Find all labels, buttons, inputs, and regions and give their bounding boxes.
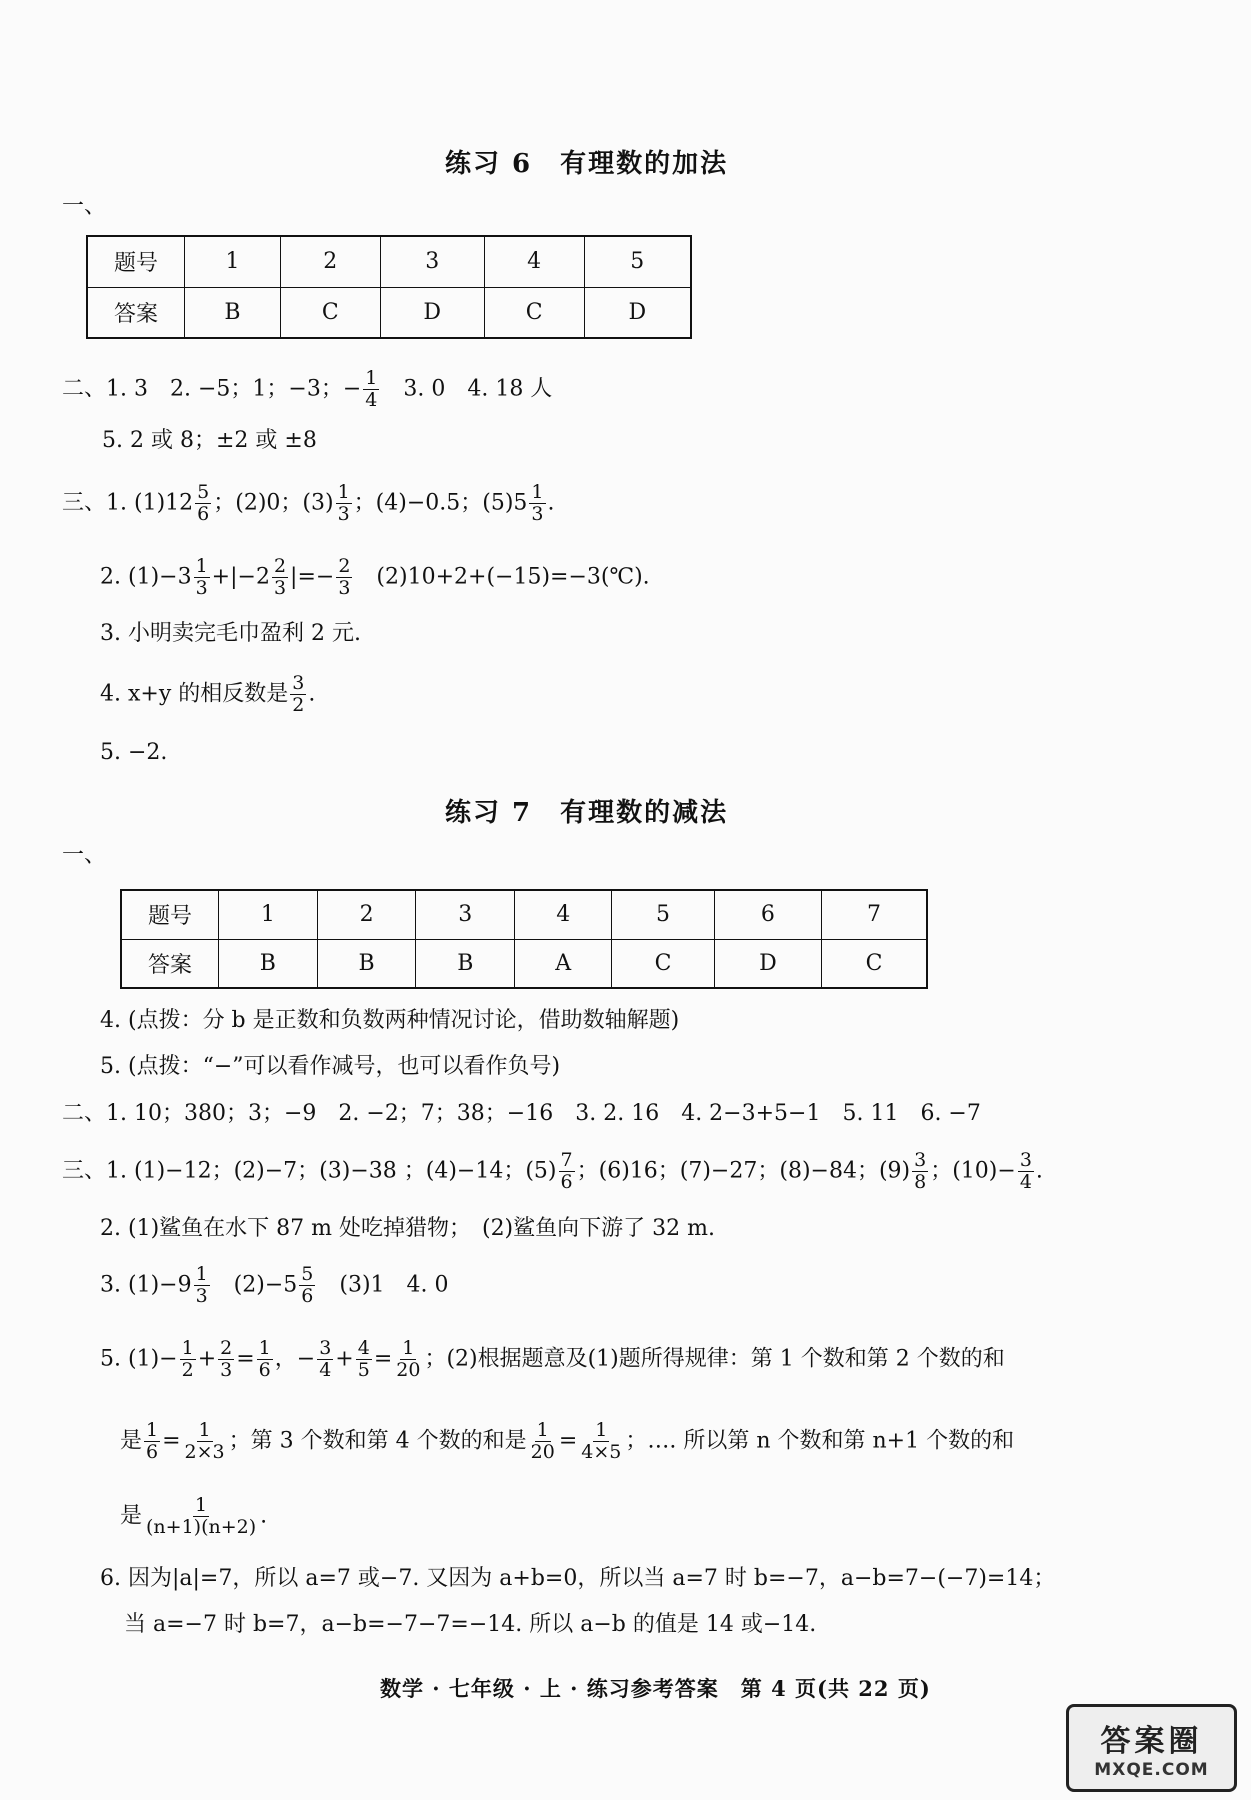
numerator: 3 [292, 672, 305, 694]
fraction [336, 556, 352, 599]
text-run: 三、1. (1)12 [62, 490, 194, 516]
ex6-row-label-answer: 答案 [87, 287, 185, 338]
numerator: 1 [258, 1337, 271, 1359]
ex7-cell: 7 [821, 890, 927, 939]
text-run: + [197, 1346, 217, 1372]
denominator: 6 [146, 1440, 159, 1463]
fraction [183, 1420, 227, 1463]
text-run: . [260, 1503, 268, 1529]
fraction [272, 556, 288, 599]
text-run: (3)1 4. 0 [317, 1272, 449, 1298]
ex7-part2: 二、1. 10；380；3；−9 2. −2；7；38；−16 3. 2. 16 4. 2−3+5−1 5. 11 6. −7 [62, 1101, 981, 1126]
fraction [257, 1338, 273, 1381]
ex7-row-label-number: 题号 [121, 890, 219, 939]
numerator: 1 [195, 1263, 208, 1285]
page-footer: 数学 · 七年级 · 上 · 练习参考答案 第 4 页(共 22 页) [380, 1676, 931, 1701]
text-run: (2)10+2+(−15)=−3(℃). [354, 564, 650, 590]
ex7-cell: B [416, 939, 515, 988]
denominator: 6 [560, 1170, 573, 1193]
fraction [144, 1420, 160, 1463]
numerator: 1 [531, 481, 544, 503]
numerator: 1 [365, 367, 378, 389]
ex7-note5: 5. (点拨：“−”可以看作减号，也可以看作负号) [100, 1054, 561, 1079]
numerator: 1 [198, 1419, 211, 1441]
denominator: 3 [531, 502, 544, 525]
text-run: 3. (1)−9 [100, 1272, 192, 1298]
ex7-row-label-answer: 答案 [121, 939, 219, 988]
text-run: 4. x+y 的相反数是 [100, 681, 289, 707]
fraction [529, 482, 545, 525]
ex7-cell: C [612, 939, 715, 988]
ex7-answer-table [120, 889, 928, 989]
denominator: 20 [530, 1440, 555, 1463]
ex7-cell: B [219, 939, 318, 988]
ex7-table-row-numbers [121, 890, 927, 939]
numerator: 1 [337, 481, 350, 503]
ex6-cell: B [185, 287, 281, 338]
fraction [218, 1338, 234, 1381]
fraction [194, 1264, 210, 1307]
watermark-logo [1066, 1704, 1237, 1792]
ex6-table-row-numbers [87, 236, 691, 287]
ex6-title: 练习 6 有理数的加法 [445, 149, 729, 179]
ex7-part3-q3 [100, 1264, 449, 1307]
ex7-part3-q5-line3 [120, 1495, 267, 1538]
fraction [356, 1338, 372, 1381]
ex6-cell: D [584, 287, 691, 338]
numerator: 5 [301, 1263, 314, 1285]
watermark-url: MXQE.COM [1094, 1760, 1209, 1780]
text-run: . [308, 681, 316, 707]
numerator: 3 [1019, 1149, 1032, 1171]
ex7-cell: 3 [416, 890, 515, 939]
fraction [180, 1338, 196, 1381]
text-run: . [547, 490, 555, 516]
ex6-answer-table [86, 235, 692, 339]
denominator: 4 [1019, 1170, 1032, 1193]
ex7-cell: 2 [317, 890, 416, 939]
ex6-part3-q4 [100, 673, 315, 716]
numerator: 2 [338, 555, 351, 577]
denominator: 6 [258, 1358, 271, 1381]
fraction [194, 556, 210, 599]
text-run: 是 [120, 1428, 143, 1454]
numerator: 1 [195, 555, 208, 577]
denominator: 4 [319, 1358, 332, 1381]
fraction [579, 1420, 623, 1463]
fraction [912, 1150, 928, 1193]
denominator: 8 [914, 1170, 927, 1193]
ex7-title: 练习 7 有理数的减法 [445, 798, 729, 828]
text-run: ；(2)根据题意及(1)题所得规律：第 1 个数和第 2 个数的和 [424, 1346, 1005, 1372]
fraction [363, 368, 379, 411]
text-run: 3. 0 4. 18 人 [381, 376, 553, 402]
ex6-cell: 3 [380, 236, 484, 287]
text-run: = [373, 1346, 393, 1372]
text-run: 5. (1)− [100, 1346, 178, 1372]
text-run: ；第 3 个数和第 4 个数的和是 [228, 1428, 527, 1454]
fraction [290, 673, 306, 716]
text-run: (2)−5 [211, 1272, 298, 1298]
text-run: |=− [290, 564, 335, 590]
text-run: ；(4)−0.5；(5)5 [353, 490, 528, 516]
ex6-part3-q2 [100, 556, 650, 599]
denominator: 5 [357, 1358, 370, 1381]
fraction [299, 1264, 315, 1307]
ex6-cell: 4 [484, 236, 584, 287]
numerator: 3 [319, 1337, 332, 1359]
ex6-part1-label: 一、 [62, 194, 107, 219]
text-run: ；(10)− [930, 1158, 1016, 1184]
ex6-cell: C [280, 287, 380, 338]
numerator: 1 [195, 1494, 208, 1516]
text-run: ；(6)16；(7)−27；(8)−84；(9) [576, 1158, 911, 1184]
ex7-part3-q1 [62, 1150, 1043, 1193]
numerator: 4 [357, 1337, 370, 1359]
watermark-text: 答案圈 [1100, 1724, 1203, 1759]
ex7-cell: B [317, 939, 416, 988]
numerator: 1 [595, 1419, 608, 1441]
denominator: 3 [195, 1284, 208, 1307]
text-run: = [236, 1346, 255, 1372]
ex7-part3-q6-line2: 当 a=−7 时 b=7，a−b=−7−7=−14. 所以 a−b 的值是 14 或−14. [124, 1612, 817, 1637]
numerator: 5 [197, 481, 210, 503]
ex7-note4: 4. (点拨：分 b 是正数和负数两种情况讨论，借助数轴解题) [100, 1008, 680, 1033]
fraction [559, 1150, 575, 1193]
denominator: 2 [292, 693, 305, 716]
numerator: 1 [536, 1419, 549, 1441]
ex7-cell: D [714, 939, 821, 988]
denominator: (n+1)(n+2) [146, 1515, 257, 1538]
fraction [336, 482, 352, 525]
denominator: 3 [195, 576, 208, 599]
fraction [1018, 1150, 1034, 1193]
text-run: +|−2 [211, 564, 270, 590]
text-run: + [335, 1346, 354, 1372]
numerator: 2 [220, 1337, 233, 1359]
ex7-part1-label: 一、 [62, 843, 107, 868]
ex7-cell: 1 [219, 890, 318, 939]
ex6-part2-line2: 5. 2 或 8；±2 或 ±8 [102, 428, 317, 453]
ex7-table-row-answers [121, 939, 927, 988]
text-run: 是 [120, 1503, 143, 1529]
denominator: 3 [338, 576, 351, 599]
text-run: ；(2)0；(3) [213, 490, 334, 516]
denominator: 3 [337, 502, 350, 525]
fraction [144, 1495, 258, 1538]
ex6-part3-q3: 3. 小明卖完毛巾盈利 2 元. [100, 621, 361, 646]
ex7-part3-q2: 2. (1)鲨鱼在水下 87 m 处吃掉猎物； (2)鲨鱼向下游了 32 m. [100, 1216, 715, 1241]
ex7-cell: 4 [515, 890, 612, 939]
denominator: 3 [220, 1358, 233, 1381]
numerator: 1 [146, 1419, 159, 1441]
fraction [529, 1420, 557, 1463]
fraction [394, 1338, 422, 1381]
denominator: 20 [396, 1358, 421, 1381]
ex7-part3-q5-line2 [120, 1420, 1014, 1463]
denominator: 6 [197, 502, 210, 525]
text-run: 三、1. (1)−12；(2)−7；(3)−38 ；(4)−14；(5) [62, 1158, 557, 1184]
ex6-cell: 5 [584, 236, 691, 287]
ex7-cell: C [821, 939, 927, 988]
ex6-cell: C [484, 287, 584, 338]
denominator: 6 [301, 1284, 314, 1307]
ex6-part3-q5: 5. −2. [100, 740, 168, 765]
numerator: 7 [560, 1149, 573, 1171]
ex6-cell: 1 [185, 236, 281, 287]
denominator: 2×3 [184, 1440, 225, 1463]
text-run: 2. (1)−3 [100, 564, 192, 590]
ex6-table-row-answers [87, 287, 691, 338]
ex7-cell: 6 [714, 890, 821, 939]
denominator: 2 [181, 1358, 194, 1381]
denominator: 3 [273, 576, 287, 599]
ex6-row-label-number: 题号 [87, 236, 185, 287]
text-run: = [558, 1428, 578, 1454]
text-run: 二、1. 3 2. −5；1；−3；− [62, 376, 362, 402]
ex6-cell: 2 [280, 236, 380, 287]
ex7-part3-q5-line1 [100, 1338, 1005, 1381]
text-run: ，− [274, 1346, 316, 1372]
denominator: 4×5 [581, 1440, 622, 1463]
ex6-part3-q1 [62, 482, 555, 525]
ex7-cell: A [515, 939, 612, 988]
denominator: 4 [365, 388, 378, 411]
numerator: 3 [914, 1149, 927, 1171]
text-run: . [1035, 1158, 1043, 1184]
text-run: = [162, 1428, 181, 1454]
ex6-part2-line1 [62, 368, 552, 411]
ex7-part3-q6-line1: 6. 因为|a|=7，所以 a=7 或−7. 又因为 a+b=0，所以当 a=7 时 b=−7，a−b=7−(−7)=14； [100, 1566, 1056, 1591]
text-run: ；…. 所以第 n 个数和第 n+1 个数的和 [625, 1428, 1015, 1454]
ex6-cell: D [380, 287, 484, 338]
numerator: 2 [273, 555, 287, 577]
ex7-cell: 5 [612, 890, 715, 939]
numerator: 1 [402, 1337, 415, 1359]
fraction [195, 482, 211, 525]
numerator: 1 [181, 1337, 194, 1359]
fraction [317, 1338, 333, 1381]
